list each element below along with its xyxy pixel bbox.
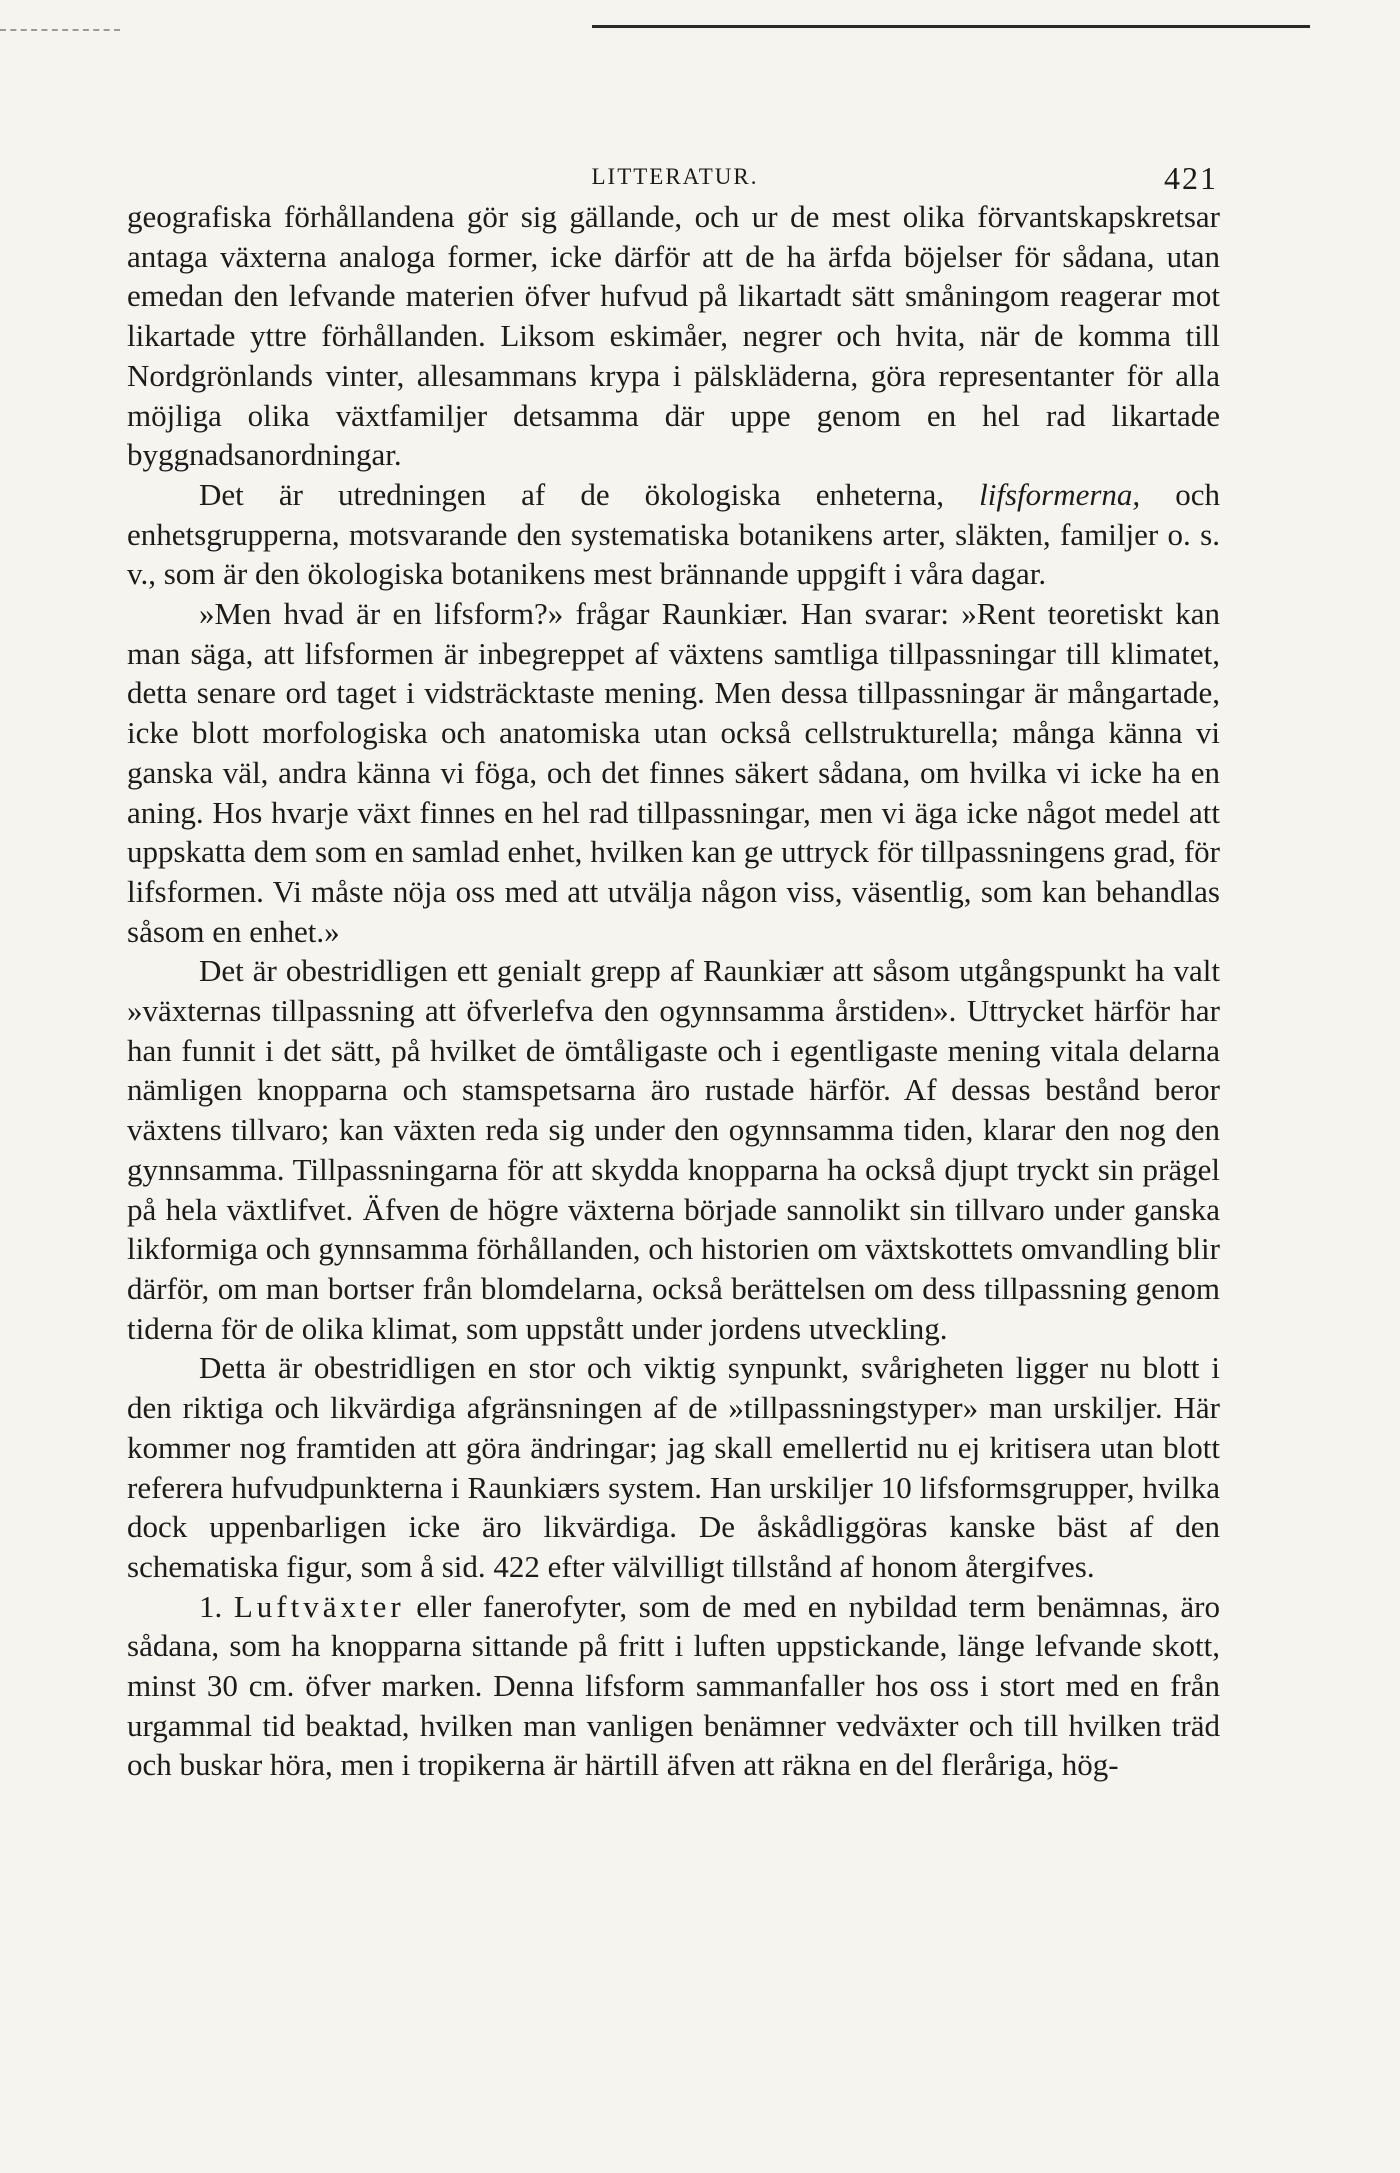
paragraph-6 (127, 1587, 1220, 1786)
paragraph-5: Detta är obestridligen en stor och viktig synpunkt, svårigheten ligger nu blott i den riktiga och likvärdiga afgränsningen af de »tillpassningstyper» man urskiljer. Här kommer nog framtiden att göra ändringar; jag skall emellertid nu ej kritisera utan blott referera hufvudpunkterna i Raunkiærs system. Han urskiljer 10 lifsformsgrupper, hvilka dock uppenbarligen icke äro likvärdiga. De åskådliggöras kanske bäst af den schematiska figur, som å sid. 422 efter välvilligt tillstånd af honom återgifves. (127, 1350, 1220, 1584)
running-head: LITTERATUR. (591, 164, 759, 189)
list-number: 1. (199, 1588, 223, 1624)
paragraph-6-text: eller fanerofyter, som de med en nybildad term benämnas, äro sådana, som ha knopparna sittande på fritt i luften uppstickande, länge lefvande skott, minst 30 cm. öfver marken. Denna lifsform sammanfaller hos oss i stort med en från urgammal tid beaktad, hvilken man vanligen benämner vedväxter och till hvilken träd och buskar höra, men i tropikerna är härtill äfven att räkna en del fleråriga, hög- (127, 1588, 1220, 1783)
paragraph-2-before: Det är utredningen af de ökologiska enheterna, (199, 476, 945, 512)
paragraph-4: Det är obestridligen ett genialt grepp af Raunkiær att såsom utgångspunkt ha valt »växternas tillpassning att öfverlefva den ogynnsamma årstiden». Uttrycket härför har han funnit i det sätt, på hvilket de ömtåligaste och i egentligaste mening vitala delarna nämligen knopparna och stamspetsarna äro rustade härför. Af dessas bestånd beror växtens tillvaro; kan växten reda sig under den ogynnsamma tiden, klarar den nog den gynnsamma. Tillpassningarna för att skydda knopparna ha också djupt tryckt sin prägel på hela växtlifvet. Äfven de högre växterna började sannolikt sin tillvaro under ganska likformiga och gynnsamma förhållanden, och historien om växtskottets omvandling blir därför, om man bortser från blomdelarna, också berättelsen om dess tillpassning genom tiderna för de olika klimat, som uppstått under jordens utveckling. (127, 953, 1220, 1346)
paragraph-1: geografiska förhållandena gör sig gällande, och ur de mest olika förvantskapskretsar antaga växterna analoga former, icke därför att de ha ärfda böjelser för sådana, utan emedan den lefvande materien öfver hufvud på likartadt sätt småningom reagerar mot likartade yttre förhållanden. Liksom eskimåer, negrer och hvita, när de komma till Nordgrönlands vinter, allesammans krypa i pälskläderna, göra representanter för alla möjliga olika växtfamiljer detsamma där uppe genom en hel rad likartade byggnadsanordningar. (127, 199, 1220, 473)
paragraph-2 (127, 475, 1220, 594)
page-number: 421 (1164, 160, 1218, 196)
faint-dashed-rule (0, 29, 120, 31)
term-luftvaxter: Luftväxter (233, 1588, 405, 1624)
paragraph-2-after: och enhetsgrupperna, motsvarande den systematiska botanikens arter, släkten, familjer o. s. v., som är den ökologiska botanikens mest brännande uppgift i våra dagar. (127, 476, 1221, 592)
body-text (127, 197, 1220, 1785)
paragraph-3: »Men hvad är en lifsform?» frågar Raunkiær. Han svarar: »Rent teoretiskt kan man säga, att lifsformen är inbegreppet af växtens samtliga tillpassningar till klimatet, detta senare ord taget i vidsträcktaste mening. Men dessa tillpassningar är mångartade, icke blott morfologiska och anatomiska utan också cellstrukturella; många känna vi ganska väl, andra känna vi föga, och det finnes säkert sådana, om hvilka vi icke ha en aning. Hos hvarje växt finnes en hel rad tillpassningar, men vi äga icke något medel att uppskatta dem som en samlad enhet, hvilken kan ge uttryck för tillpassningens grad, för lifsformen. Vi måste nöja oss med att utvälja någon viss, väsentlig, som kan behandlas såsom en enhet.» (127, 596, 1220, 949)
term-lifsformerna: lifsformerna, (979, 476, 1141, 512)
top-rule (592, 25, 1310, 28)
